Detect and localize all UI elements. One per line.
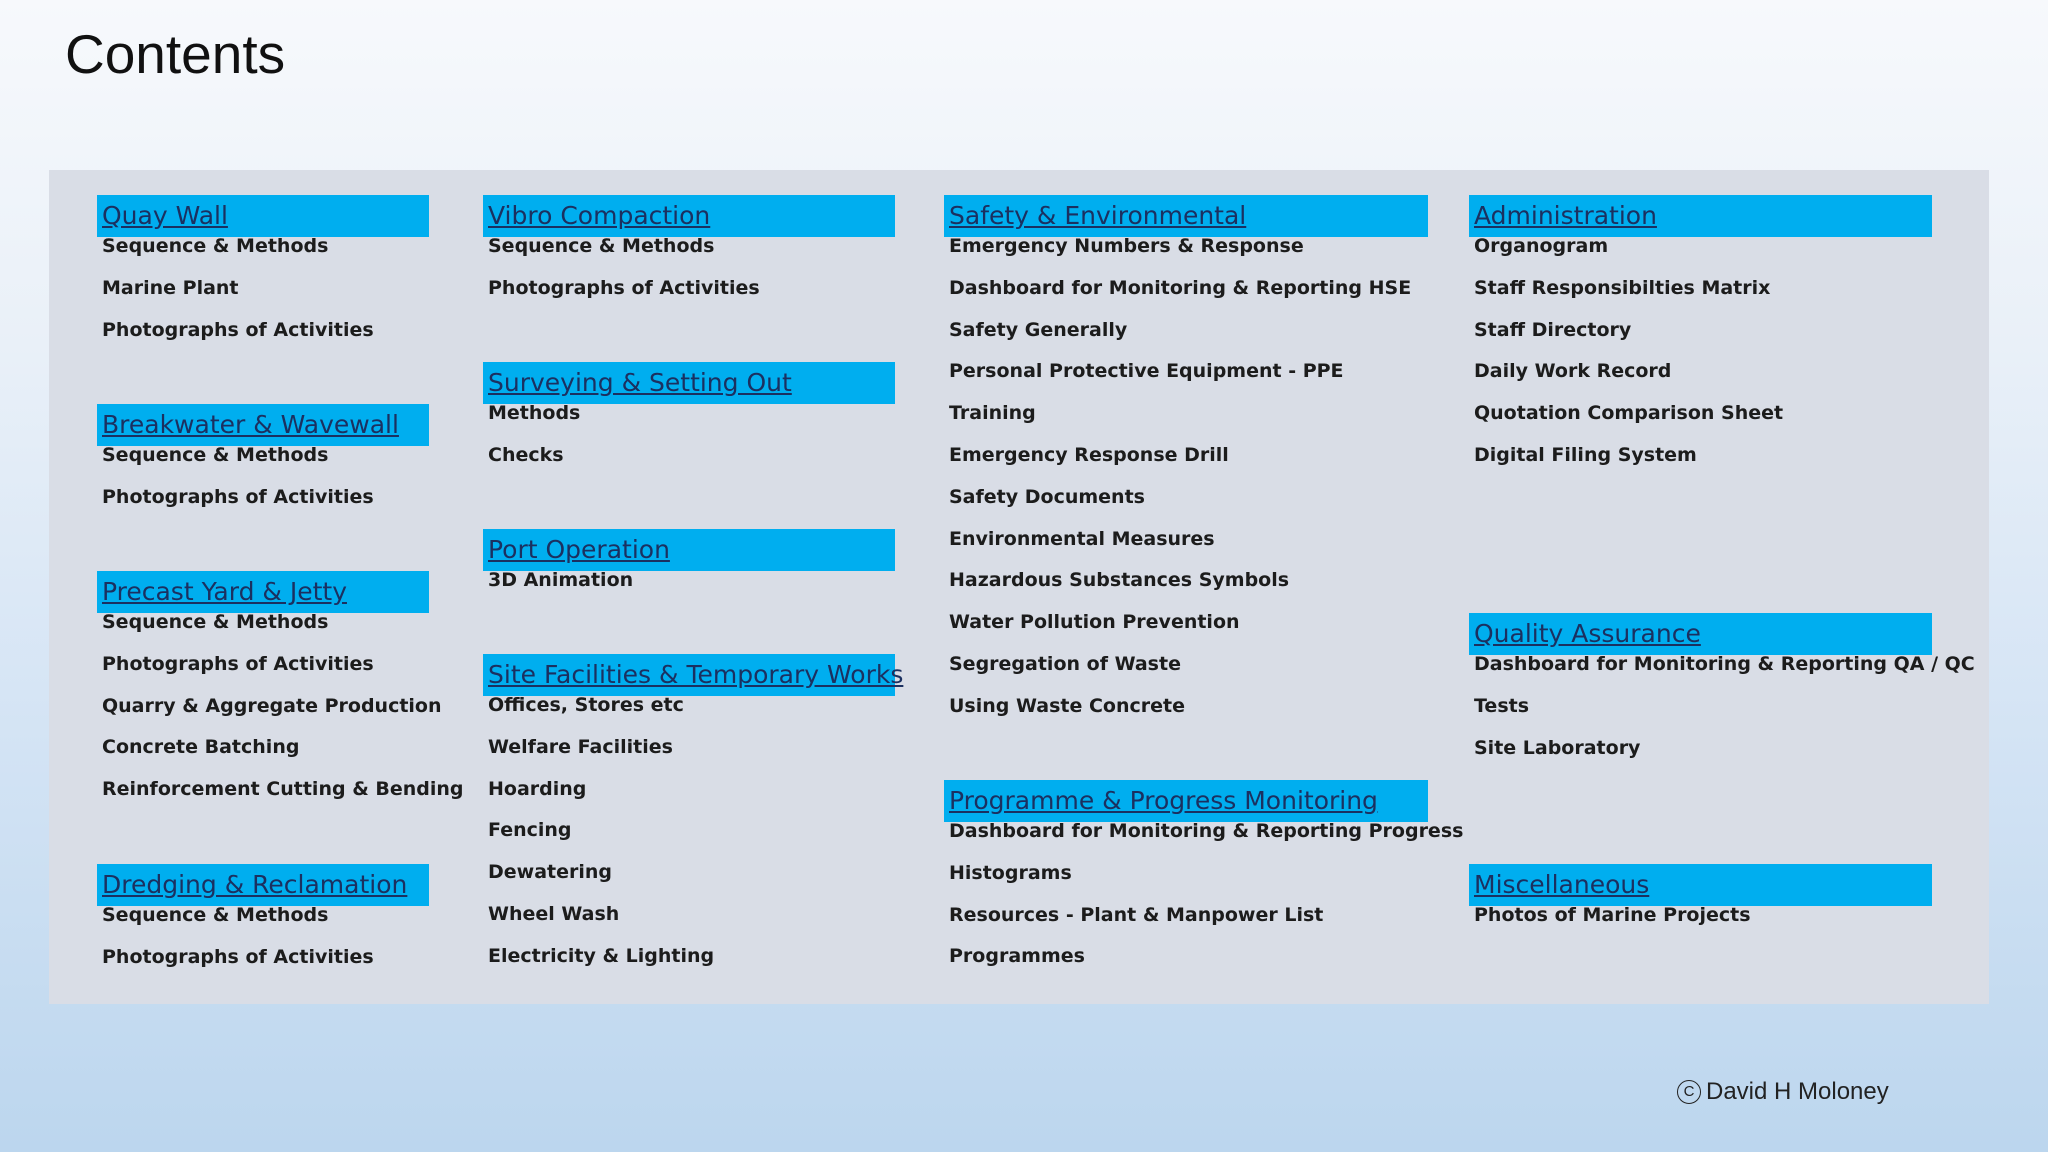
contents-item[interactable]: Methods xyxy=(488,402,581,424)
contents-item[interactable]: Environmental Measures xyxy=(949,527,1215,550)
section-header xyxy=(1469,864,1932,906)
contents-item[interactable]: Dashboard for Monitoring & Reporting Progress xyxy=(949,820,1464,842)
contents-item[interactable]: Safety Generally xyxy=(949,318,1128,341)
copyright xyxy=(1677,1078,1889,1106)
section-header xyxy=(483,529,895,571)
section-link[interactable]: Quality Assurance xyxy=(1474,619,1701,648)
contents-item[interactable]: Quotation Comparison Sheet xyxy=(1474,402,1784,425)
contents-item[interactable]: Photographs of Activities xyxy=(102,652,374,675)
contents-item[interactable]: Reinforcement Cutting & Bending xyxy=(102,778,464,801)
contents-item[interactable]: Organogram xyxy=(1474,235,1609,257)
contents-item[interactable]: Hoarding xyxy=(488,777,587,800)
contents-item[interactable]: Fencing xyxy=(488,819,572,842)
copyright-icon: C xyxy=(1677,1080,1701,1104)
contents-item[interactable]: Photographs of Activities xyxy=(102,318,374,341)
contents-item[interactable]: Programmes xyxy=(949,945,1085,968)
section-header xyxy=(483,654,904,696)
section-header xyxy=(1469,195,1932,237)
section-link[interactable]: Vibro Compaction xyxy=(488,201,711,230)
contents-item[interactable]: Offices, Stores etc xyxy=(488,694,684,716)
contents-item[interactable]: Sequence & Methods xyxy=(102,444,329,466)
section-header xyxy=(97,864,429,906)
section-link[interactable]: Administration xyxy=(1474,201,1657,230)
contents-item[interactable]: Photographs of Activities xyxy=(102,945,374,968)
contents-panel xyxy=(49,170,1989,1004)
contents-item[interactable]: Safety Documents xyxy=(949,485,1145,508)
contents-item[interactable]: Photographs of Activities xyxy=(488,276,760,299)
section-header xyxy=(944,195,1428,237)
contents-item[interactable]: Tests xyxy=(1474,694,1530,717)
contents-item[interactable]: Concrete Batching xyxy=(102,736,300,759)
contents-item[interactable]: Staff Responsibilties Matrix xyxy=(1474,276,1771,299)
contents-item[interactable]: Segregation of Waste xyxy=(949,653,1181,675)
contents-item[interactable]: Digital Filing System xyxy=(1474,444,1697,466)
contents-item[interactable]: Sequence & Methods xyxy=(102,611,329,633)
contents-item[interactable]: Quarry & Aggregate Production xyxy=(102,694,442,717)
page-title: Contents xyxy=(65,23,286,85)
contents-item[interactable]: Personal Protective Equipment - PPE xyxy=(949,360,1344,383)
contents-item[interactable]: Marine Plant xyxy=(102,276,239,299)
section-header xyxy=(483,362,895,404)
section-header xyxy=(97,195,429,237)
section-link[interactable]: Safety & Environmental xyxy=(949,201,1247,230)
contents-item[interactable]: Dashboard for Monitoring & Reporting QA / QC xyxy=(1474,653,1975,675)
contents-item[interactable]: Sequence & Methods xyxy=(488,235,715,257)
contents-item[interactable]: Emergency Numbers & Response xyxy=(949,235,1304,257)
section-header xyxy=(97,404,429,446)
contents-item[interactable]: Welfare Facilities xyxy=(488,735,673,758)
contents-item[interactable]: Photographs of Activities xyxy=(102,485,374,508)
contents-item[interactable]: 3D Animation xyxy=(488,569,634,591)
contents-item[interactable]: Photos of Marine Projects xyxy=(1474,904,1751,926)
section-link[interactable]: Quay Wall xyxy=(102,201,228,230)
contents-item[interactable]: Sequence & Methods xyxy=(102,904,329,926)
section-link[interactable]: Surveying & Setting Out xyxy=(488,368,792,397)
contents-item[interactable]: Histograms xyxy=(949,861,1072,884)
contents-item[interactable]: Daily Work Record xyxy=(1474,360,1672,383)
section-link[interactable]: Precast Yard & Jetty xyxy=(102,577,347,606)
contents-item[interactable]: Hazardous Substances Symbols xyxy=(949,569,1290,592)
contents-item[interactable]: Wheel Wash xyxy=(488,903,620,925)
contents-item[interactable]: Dashboard for Monitoring & Reporting HSE xyxy=(949,276,1412,299)
section-header xyxy=(944,780,1428,822)
contents-item[interactable]: Resources - Plant & Manpower List xyxy=(949,903,1324,926)
section-link[interactable]: Breakwater & Wavewall xyxy=(102,410,399,439)
contents-item[interactable]: Training xyxy=(949,402,1036,425)
contents-item[interactable]: Dewatering xyxy=(488,861,613,884)
section-header xyxy=(97,571,429,613)
section-header xyxy=(483,195,895,237)
section-link[interactable]: Port Operation xyxy=(488,535,670,564)
contents-item[interactable]: Using Waste Concrete xyxy=(949,694,1185,717)
contents-item[interactable]: Water Pollution Prevention xyxy=(949,611,1240,634)
section-link[interactable]: Miscellaneous xyxy=(1474,870,1650,899)
contents-item[interactable]: Checks xyxy=(488,443,564,466)
contents-item[interactable]: Site Laboratory xyxy=(1474,736,1641,759)
contents-item[interactable]: Electricity & Lighting xyxy=(488,944,715,967)
contents-item[interactable]: Staff Directory xyxy=(1474,318,1632,341)
section-header xyxy=(1469,613,1932,655)
contents-item[interactable]: Sequence & Methods xyxy=(102,235,329,257)
contents-item[interactable]: Emergency Response Drill xyxy=(949,444,1229,466)
section-link[interactable]: Site Facilities & Temporary Works xyxy=(488,660,904,689)
copyright-text: David H Moloney xyxy=(1706,1078,1889,1105)
section-link[interactable]: Dredging & Reclamation xyxy=(102,870,408,899)
section-link[interactable]: Programme & Progress Monitoring xyxy=(949,786,1378,815)
